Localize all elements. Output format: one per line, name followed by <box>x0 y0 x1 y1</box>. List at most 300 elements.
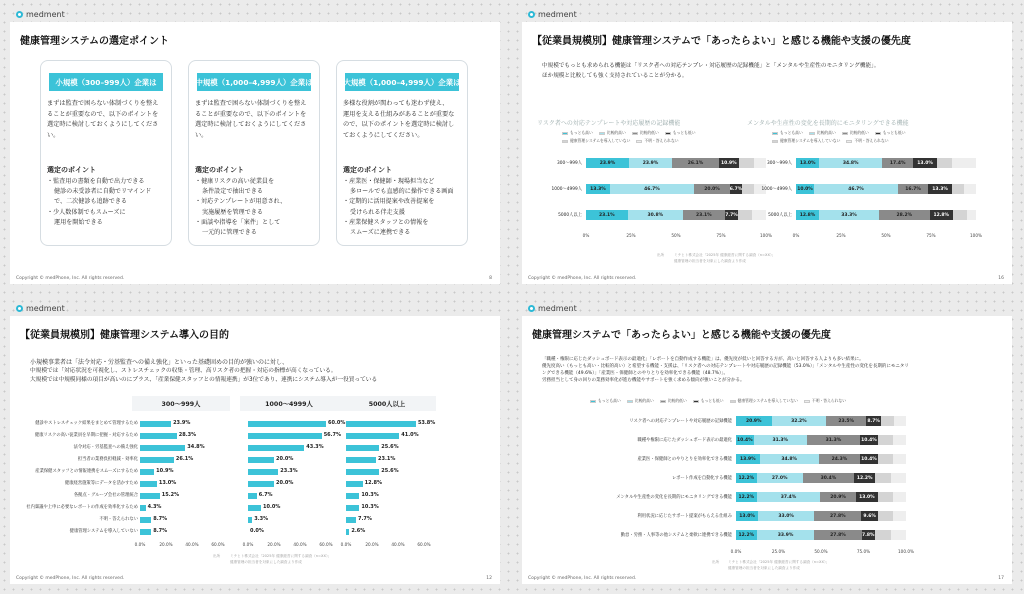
data-label: 23.5% <box>838 418 855 424</box>
axis-tick-label: 0.0% <box>134 542 146 547</box>
slide-body-line: 小規模事業者は「法令対応・労基監査への備え強化」といった基礎固めの目的が強いのに対し、 <box>30 359 289 366</box>
bar-segment <box>875 530 891 540</box>
bar-value-label: 6.7% <box>258 492 273 498</box>
bar <box>140 493 160 499</box>
bar <box>140 517 151 523</box>
intro-line: まずは監査で困らない体制づくりを整え <box>195 100 307 107</box>
data-label: 46.7% <box>644 186 660 192</box>
card-intro <box>195 99 314 141</box>
legend-swatch <box>627 400 633 403</box>
bar-value-label: 12.8% <box>364 480 382 486</box>
bar-segment <box>879 210 930 220</box>
point-item: スムーズに連携できる <box>350 229 411 237</box>
brand-name: medment <box>26 304 65 313</box>
bar <box>346 445 379 451</box>
bar-value-label: 41.0% <box>401 432 419 438</box>
source-line: 健康管理の担当者を対象にした調査より作成 <box>230 560 302 564</box>
data-label: 13.0% <box>859 494 875 500</box>
axis-tick-label: 0.0% <box>340 542 352 547</box>
point-item: ・ 健康リスクの高い従業員を <box>195 177 315 187</box>
slide-body-line: ほか規模と比較しても強く支持されていることが分かる。 <box>542 73 688 79</box>
data-label: 33.0% <box>778 513 794 519</box>
legend-label: 不明・答えられない <box>854 138 889 143</box>
legend-label: もっとも高い <box>598 398 621 403</box>
bar-value-label: 28.3% <box>178 432 197 438</box>
legend-item <box>562 138 630 144</box>
legend-item <box>599 130 626 136</box>
category-label: 300〜999人 <box>557 161 582 166</box>
bar <box>248 421 326 427</box>
bar-segment <box>878 454 893 464</box>
category-label: 社内稟議や上申に必要なレポートの作成を効率化するため <box>26 505 138 510</box>
chart-title: リスク者への対応テンプレートや対応履歴の記録機能 <box>537 120 681 127</box>
data-label: 26.1% <box>687 160 704 166</box>
intro-line: 運用を支える仕組みがあることが重要な <box>343 110 455 118</box>
brand-name: medment <box>26 10 65 19</box>
points-title: 選定のポイント <box>343 166 392 174</box>
legend-item <box>809 130 836 136</box>
legend-label: 健康管理システムを導入していない <box>737 398 798 403</box>
bar <box>346 433 399 439</box>
bar-segment <box>891 530 906 540</box>
bar <box>248 457 274 463</box>
bar-segment <box>736 416 772 426</box>
bar-segment <box>803 473 855 483</box>
bar-value-label: 7.7% <box>358 516 372 522</box>
bar-value-label: 20.0% <box>276 456 294 462</box>
brand-logo <box>16 10 65 19</box>
bar-segment <box>814 184 898 194</box>
bar <box>140 433 177 439</box>
bar <box>140 421 171 427</box>
bar-segment <box>893 435 906 445</box>
bar <box>248 481 274 487</box>
legend-item <box>693 398 724 404</box>
data-label: 31.3% <box>825 437 842 443</box>
legend-label: 健康管理システムを導入していない <box>780 138 841 143</box>
axis-tick-label: 100% <box>970 233 982 238</box>
legend-item <box>772 130 803 136</box>
bar <box>248 469 278 475</box>
intro-line: 多様な役割が関わっても迷わず使え、 <box>343 100 449 107</box>
slide-priority-by-size[interactable] <box>522 10 1012 284</box>
slide-body-line: 中規模では「対応状況を可視化し、ストレスチェックの収集・管理、高リスク者の把握・対応の指標が高くなっている。 <box>30 368 337 374</box>
slide-feature-priority[interactable] <box>522 304 1012 584</box>
bar-value-label: 25.6% <box>381 468 399 474</box>
data-label: 30.4% <box>820 475 837 481</box>
bar-value-label: 43.3% <box>306 444 324 450</box>
axis-tick-label: 40.0% <box>185 542 199 547</box>
slide-body-line: 中規模でもっとも求められる機能は「リスク者への対応テンプレ・対応履歴の記録機能」と「メンタルや生産性のモニタリング機能」。 <box>542 63 880 69</box>
source-line: 健康管理の担当者を対象にした調査より作成 <box>674 259 746 263</box>
axis-tick-label: 50% <box>671 233 681 238</box>
data-label: 20.9% <box>745 418 762 424</box>
data-label: 13.3% <box>932 186 948 192</box>
brand-logo <box>528 304 577 313</box>
legend-label: もっとも低い <box>882 130 906 135</box>
points-list <box>195 177 315 238</box>
data-label: 20.9% <box>830 494 846 500</box>
bar-segment <box>866 416 881 426</box>
bar-segment <box>736 492 757 502</box>
bar-value-label: 4.3% <box>147 504 162 510</box>
bar-segment <box>629 158 672 168</box>
axis-tick-label: 100.0% <box>898 549 914 554</box>
bar-value-label: 53.8% <box>417 420 436 426</box>
bar-segment <box>757 530 815 540</box>
bar-segment <box>898 184 928 194</box>
data-label: 13.0% <box>917 160 933 166</box>
bar-segment <box>814 530 861 540</box>
slide-title: 【従業員規模別】健康管理システムで「あったらよい」と感じる機能や支援の優先度 <box>532 36 911 47</box>
source-line: ミチヒト株式会社「2025年 健康経営に関する調査（n=XX）」 <box>728 560 830 564</box>
legend-item <box>562 130 593 136</box>
category-label: 健康リスクの高い従業員を早期に把握・対応するため <box>34 433 138 438</box>
legend-item <box>772 138 840 144</box>
bar-segment <box>893 511 906 521</box>
data-label: 10.4% <box>861 437 877 443</box>
intro-line: ることが重要なので、以下のポイントを <box>47 110 159 118</box>
data-label: 27.8% <box>830 532 846 538</box>
bar-segment <box>891 473 906 483</box>
bar-segment <box>694 184 730 194</box>
bar-segment <box>875 473 891 483</box>
bar-segment <box>854 473 875 483</box>
category-label: 健康管理システムを導入していない <box>69 529 138 534</box>
data-label: 12.2% <box>738 532 755 538</box>
bar-segment <box>586 158 629 168</box>
bar-segment <box>860 435 878 445</box>
logo-icon <box>16 11 23 18</box>
category-label: 300〜999人 <box>767 161 792 166</box>
bar-segment <box>796 184 814 194</box>
slide-body-line: 大規模では中規模同様の項目が高いのにプラス、「産業保健スタッフとの情報連携」が3位であり、連携にシステム導入が一役買っている <box>30 377 378 383</box>
category-label: 1000〜4999人 <box>761 187 792 192</box>
slide-selection-points[interactable] <box>10 10 500 284</box>
bar <box>140 505 146 511</box>
bar-value-label: 10.3% <box>361 504 379 510</box>
chart-legend <box>562 130 732 144</box>
data-label: 23.1% <box>695 212 712 218</box>
bar-segment <box>730 184 742 194</box>
points-title: 選定のポイント <box>47 166 96 174</box>
category-label: 勤怠・労務・人事等の他システムと柔軟に連携できる機能 <box>620 533 732 538</box>
bar <box>140 481 157 487</box>
legend-label: 健康管理システムを導入していない <box>570 138 631 143</box>
legend-swatch <box>590 400 596 403</box>
brand-logo <box>528 10 577 19</box>
data-label: 30.8% <box>647 212 664 218</box>
card-header: 中規模（1,000–4,999人）企業は <box>197 73 311 91</box>
data-label: 20.0% <box>704 186 720 192</box>
data-label: 10.0% <box>797 186 813 192</box>
slide-body-line: 労務担当として身の回りの業務効率化が進む機能やサポートを強く求める傾向が強いことが分かる。 <box>542 378 745 383</box>
bar-value-label: 8.7% <box>153 516 168 522</box>
copyright: Copyright © medPhone, Inc. All rights reserved. <box>528 576 637 581</box>
point-item: 運用を開始できる <box>54 218 103 226</box>
data-label: 46.7% <box>848 186 864 192</box>
points-title: 選定のポイント <box>195 166 244 174</box>
category-label: リスク者への対応テンプレートや対応履歴の記録機能 <box>629 419 732 424</box>
axis-tick-label: 0% <box>582 233 590 238</box>
point-item: ・ 少人数体制でもスムーズに <box>47 208 167 218</box>
bar <box>346 529 349 535</box>
axis-tick-label: 100% <box>760 233 772 238</box>
legend-item <box>730 398 798 404</box>
point-item: 条件設定で抽出できる <box>202 188 263 196</box>
legend-swatch <box>772 140 778 143</box>
category-label: 産業医・保健師とのやりとりを効率化できる機能 <box>637 457 732 462</box>
data-label: 12.2% <box>738 475 755 481</box>
category-label: 健診やストレスチェック結果をまとめて管理するため <box>35 421 138 426</box>
legend-swatch <box>809 132 815 135</box>
axis-tick-label: 75% <box>926 233 936 238</box>
bar <box>346 505 359 511</box>
data-label: 34.8% <box>842 160 859 166</box>
intro-line: 選定時に検討しておくようにしてくださ <box>195 121 307 129</box>
axis-tick-label: 0% <box>792 233 800 238</box>
point-item: ・ 産業医・保健師・現場担当など <box>343 177 463 187</box>
legend-label: 比較的高い <box>606 130 626 135</box>
bar-segment <box>952 184 964 194</box>
slide-body-line: ングできる機能（49.6%）」「産業医・保健師とのやりとりを効率化できる機能（48.7%）」。 <box>542 371 728 376</box>
legend-swatch <box>846 140 852 143</box>
bar-segment <box>796 158 819 168</box>
data-label: 17.4% <box>889 160 906 166</box>
intro-line: ので、以下のポイントを選定時に検討し <box>343 121 455 129</box>
chart-title: メンタルや生産性の変化を長期的にモニタリングできる機能 <box>747 120 909 127</box>
bar-segment <box>893 454 906 464</box>
point-item: 受けられる伴走支援 <box>350 208 405 216</box>
bar-value-label: 26.1% <box>175 456 194 462</box>
bar-segment <box>807 435 860 445</box>
bar-segment <box>736 435 754 445</box>
data-label: 27.8% <box>830 513 846 519</box>
axis-tick-label: 75.0% <box>856 549 871 554</box>
legend-item <box>590 398 621 404</box>
source-label: 出所 <box>657 253 665 257</box>
data-label: 33.9% <box>777 532 794 538</box>
copyright: Copyright © medPhone, Inc. All rights reserved. <box>528 276 637 281</box>
bar <box>248 517 252 523</box>
page-number: 8 <box>489 276 492 281</box>
bar-segment <box>819 158 882 168</box>
axis-tick-label: 60.0% <box>211 542 225 547</box>
bar-value-label: 60.0% <box>328 420 346 426</box>
bar-segment <box>893 492 906 502</box>
axis-tick-label: 25% <box>626 233 636 238</box>
point-item: 健診の未受診者に自動でリマインド <box>54 188 152 196</box>
group-header: 5000人以上 <box>338 396 436 411</box>
bar-segment <box>757 492 821 502</box>
bar <box>346 457 376 463</box>
bar-segment <box>967 210 977 220</box>
legend-swatch <box>636 140 642 143</box>
group-header: 300〜999人 <box>132 396 230 411</box>
data-label: 27.0% <box>771 475 788 481</box>
selection-card <box>188 60 320 246</box>
legend-item <box>665 130 696 136</box>
axis-tick-label: 25% <box>836 233 846 238</box>
point-item: 一元的に管理できる <box>202 229 257 237</box>
legend-item <box>660 398 687 404</box>
bar-segment <box>586 210 628 220</box>
data-label: 7.8% <box>862 532 875 538</box>
intro-line: 選定時に検討しておくようにしてくださ <box>47 121 159 129</box>
bar-segment <box>760 454 819 464</box>
data-label: 31.3% <box>772 437 789 443</box>
legend-item <box>627 398 654 404</box>
bar-segment <box>878 492 893 502</box>
bar <box>140 445 185 451</box>
data-label: 37.4% <box>780 494 797 500</box>
bar <box>248 493 257 499</box>
legend-swatch <box>804 400 810 403</box>
source-line: ミチヒト株式会社「2025年 健康経営に関する調査（n=XX）」 <box>674 253 776 257</box>
legend-label: もっとも低い <box>700 398 724 403</box>
data-label: 13.0% <box>799 160 816 166</box>
logo-icon <box>528 11 535 18</box>
legend-swatch <box>660 400 666 403</box>
axis-tick-label: 60.0% <box>417 542 431 547</box>
bar-segment <box>878 435 893 445</box>
source-line: ミチヒト株式会社「2025年 健康経営に関する調査（n=XX）」 <box>230 554 332 558</box>
bar-value-label: 13.0% <box>158 480 177 486</box>
intro-line: ることが重要なので、以下のポイントを <box>195 110 307 118</box>
legend-label: もっとも低い <box>672 130 696 135</box>
bar <box>248 445 304 451</box>
bar <box>346 493 359 499</box>
bar-segment <box>894 416 906 426</box>
point-item: で、二次健診も追跡できる <box>54 198 128 206</box>
bar-segment <box>819 454 860 464</box>
bar-value-label: 8.7% <box>153 528 168 534</box>
bar-value-label: 15.2% <box>161 492 180 498</box>
bar-segment <box>736 530 757 540</box>
brand-name: medment <box>538 10 577 19</box>
bar-segment <box>628 210 683 220</box>
bar-value-label: 56.7% <box>323 432 342 438</box>
legend-swatch <box>842 132 848 135</box>
legend-swatch <box>665 132 671 135</box>
data-label: 12.2% <box>738 494 755 500</box>
bar-segment <box>952 158 976 168</box>
data-label: 10.9% <box>721 160 737 166</box>
bar-segment <box>819 210 879 220</box>
point-item: ・ 面談や指導を「案件」として <box>195 218 315 228</box>
data-label: 12.8% <box>933 212 950 218</box>
bar-value-label: 23.3% <box>280 468 298 474</box>
data-label: 9.6% <box>863 513 876 519</box>
data-label: 32.2% <box>791 418 807 424</box>
legend-label: 比較的高い <box>634 398 654 403</box>
bar-value-label: 23.1% <box>378 456 396 462</box>
axis-tick-label: 20.0% <box>267 542 281 547</box>
category-label: 担当者の業務負担軽減・効率化 <box>77 457 138 462</box>
category-label: メンタルや生産性の変化を長期的にモニタリングできる機能 <box>616 495 732 500</box>
point-item: ・ 監査用の書類を自動で出力できる <box>47 177 167 187</box>
legend-label: もっとも高い <box>780 130 803 135</box>
legend-label: 比較的低い <box>639 130 659 135</box>
legend-label: もっとも高い <box>570 130 593 135</box>
slide-purpose-by-size[interactable] <box>10 304 500 584</box>
legend-swatch <box>693 400 699 403</box>
card-header: 大規模（1,000–4,999人）企業は <box>345 73 459 91</box>
category-label: 法令対応・労基監査への備え強化 <box>73 445 138 450</box>
point-item: ・ 定期的に活用提案や改善提案を <box>343 197 463 207</box>
legend-swatch <box>730 400 736 403</box>
data-label: 33.3% <box>841 212 857 218</box>
legend-swatch <box>772 132 778 135</box>
legend-item <box>875 130 906 136</box>
data-label: 24.3% <box>831 456 848 462</box>
chart-legend <box>772 130 942 144</box>
slide-title: 【従業員規模別】健康管理システム導入の目的 <box>20 330 229 341</box>
bar-segment <box>758 511 814 521</box>
bar <box>140 457 174 463</box>
category-label: 健康経営施策等にデータを活かすため <box>64 481 138 486</box>
brand-logo <box>16 304 65 313</box>
legend-swatch <box>562 140 568 143</box>
bar-value-label: 20.0% <box>276 480 294 486</box>
axis-tick-label: 75% <box>716 233 726 238</box>
category-label: 5000人以上 <box>558 213 582 218</box>
data-label: 34.8% <box>781 456 798 462</box>
copyright: Copyright © medPhone, Inc. All rights reserved. <box>16 276 125 281</box>
point-item: 多ロールでも直感的に操作できる画面 <box>350 188 454 196</box>
axis-tick-label: 20.0% <box>159 542 173 547</box>
legend-label: 不明・答えられない <box>644 138 679 143</box>
bar-segment <box>860 454 878 464</box>
data-label: 6.7% <box>729 186 743 192</box>
legend-item <box>804 398 846 404</box>
bar <box>346 421 416 427</box>
axis-tick-label: 0.0% <box>730 549 742 554</box>
bar-segment <box>796 210 819 220</box>
category-label: 産業保健スタッフとの情報連携をスムーズにするため <box>35 469 138 474</box>
point-item: ・ 産業保健スタッフとの情報を <box>343 218 463 228</box>
bar-segment <box>856 492 878 502</box>
category-label: 利用状況に応じたサポート提案がもらえる仕組み <box>637 514 732 519</box>
bar <box>346 517 356 523</box>
page-number: 16 <box>998 276 1004 281</box>
bar-segment <box>953 210 967 220</box>
slide-title: 健康管理システムの選定ポイント <box>20 36 169 47</box>
legend-swatch <box>632 132 638 135</box>
legend-label: 不明・答えられない <box>811 398 847 403</box>
bar-segment <box>719 158 739 168</box>
source-line: 健康管理の担当者を対象にした調査より作成 <box>728 566 800 570</box>
legend-item <box>632 130 659 136</box>
legend-label: 比較的低い <box>667 398 687 403</box>
intro-line: い。 <box>47 131 60 139</box>
data-label: 16.7% <box>905 186 921 192</box>
bar-segment <box>882 158 913 168</box>
data-label: 23.9% <box>599 160 616 166</box>
bar-segment <box>814 511 861 521</box>
axis-tick-label: 40.0% <box>391 542 405 547</box>
category-label: 不明・答えられない <box>99 517 138 522</box>
slide-body-line: 優先度高い（もっとも高い・比較的高い）と希望する機能・支援は、「リスク者への対応テンプレートや対応履歴の記録機能（53.0%）」「メンタルや生産性の変化を長期的にモニタリ <box>542 364 909 369</box>
logo-icon <box>16 305 23 312</box>
group-header: 1000〜4999人 <box>240 396 338 411</box>
bar <box>346 481 363 487</box>
bar-segment <box>754 435 807 445</box>
intro-line: い。 <box>195 131 208 139</box>
bar-value-label: 23.9% <box>173 420 191 426</box>
category-label: 各拠点・グループ会社の管理統合 <box>73 493 138 498</box>
bar-segment <box>586 184 610 194</box>
